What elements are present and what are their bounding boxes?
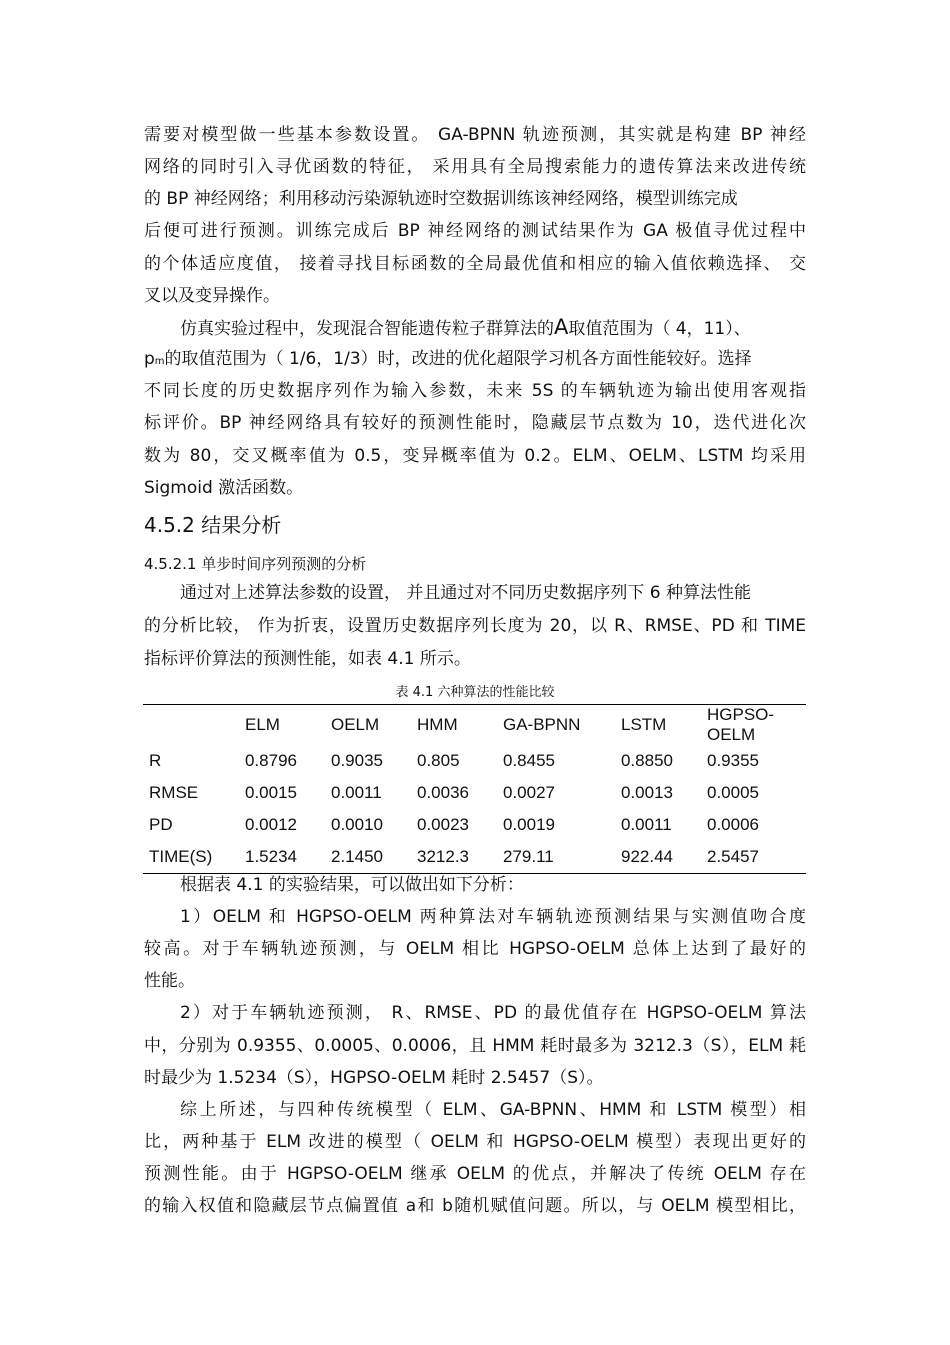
text-line: 根据表 4.1 的实验结果，可以做出如下分析： (180, 875, 524, 895)
text-line: 通过对上述算法参数的设置， 并且通过对不同历史数据序列下 6 种算法性能 (180, 583, 752, 603)
table-header-cell: OELM (331, 715, 380, 734)
text-line: 比，两种基于 ELM 改进的模型（ OELM 和 HGPSO-OELM 模型）表现出更好的 (144, 1132, 806, 1152)
symbol-a: A (554, 315, 569, 339)
table-row (143, 841, 806, 874)
table-header-cell: HMM (417, 715, 458, 734)
table-cell: 0.0023 (417, 815, 469, 834)
table-cell: TIME(S) (149, 847, 213, 866)
table-cell: 0.0005 (707, 783, 759, 802)
table-cell: 0.0012 (245, 815, 297, 834)
text-line: 不同长度的历史数据序列作为输入参数，未来 5S 的车辆轨迹为输出使用客观指 (144, 381, 806, 401)
table-caption: 表 4.1 六种算法的性能比较 (395, 685, 555, 700)
text-span: 取值范围为（ 4，11）、 (568, 319, 751, 339)
table-cell: PD (149, 815, 173, 834)
text-line: 的 BP 神经网络；利用移动污染源轨迹时空数据训练该神经网络，模型训练完成 (144, 189, 738, 209)
text-line: 后便可进行预测。训练完成后 BP 神经网络的测试结果作为 GA 极值寻优过程中 (144, 221, 806, 241)
text-span: 的取值范围为（ 1/6，1/3）时，改进的优化超限学习机各方面性能较好。选择 (164, 349, 752, 369)
text-line: 叉以及变异操作。 (144, 286, 280, 306)
table-cell: 279.11 (503, 847, 554, 866)
table-cell: 0.0019 (503, 815, 555, 834)
text-line: 1）OELM 和 HGPSO-OELM 两种算法对车辆轨迹预测结果与实测值吻合度 (180, 907, 806, 927)
text-line: 需要对模型做一些基本参数设置。 GA-BPNN 轨迹预测，其实就是构建 BP 神经 (144, 125, 806, 145)
text-line: 性能。 (144, 971, 195, 991)
table-header-cell: ELM (245, 715, 280, 734)
text-line (144, 348, 806, 373)
table-row (143, 777, 806, 809)
text-line: 指标评价算法的预测性能，如表 4.1 所示。 (144, 649, 471, 669)
text-line: 中，分别为 0.9355、0.0005、0.0006，且 HMM 耗时最多为 3212.3（S），ELM 耗 (144, 1036, 806, 1056)
table-cell: 0.9355 (707, 751, 759, 770)
table-cell: 0.8850 (621, 751, 673, 770)
table-cell: 0.8455 (503, 751, 555, 770)
results-table (143, 704, 806, 874)
table-header-cell: LSTM (621, 715, 667, 734)
text-line: 时最少为 1.5234（S），HGPSO-OELM 耗时 2.5457（S）。 (144, 1068, 604, 1088)
table-cell: 1.5234 (245, 847, 297, 866)
table-header-cell: GA-BPNN (503, 715, 581, 734)
table-header-cell: HGPSO-OELM (707, 705, 775, 744)
table-cell: 0.9035 (331, 751, 383, 770)
table-cell: 0.0011 (331, 783, 382, 802)
text-line: 数为 80，交叉概率值为 0.5，变异概率值为 0.2。ELM、OELM、LSTM 均采用 (144, 446, 806, 466)
text-line: 标评价。BP 神经网络具有较好的预测性能时，隐藏层节点数为 10，迭代进化次 (144, 413, 806, 433)
symbol-p: p (144, 349, 155, 369)
text-line: 2）对于车辆轨迹预测， R、RMSE、PD 的最优值存在 HGPSO-OELM 算法 (180, 1003, 806, 1023)
text-line: 的输入权值和隐藏层节点偏置值 a和 b随机赋值问题。所以，与 OELM 模型相比， (144, 1196, 806, 1216)
table-cell: R (149, 751, 162, 770)
table-cell: 922.44 (621, 847, 673, 866)
table-cell: 0.805 (417, 751, 460, 770)
table-header-cell (143, 705, 239, 746)
section-heading: 4.5.2 结果分析 (144, 513, 282, 537)
table-cell: 0.8796 (245, 751, 297, 770)
table-cell: 0.0013 (621, 783, 673, 802)
table-cell: 0.0006 (707, 815, 759, 834)
table-cell: 0.0036 (417, 783, 469, 802)
text-span: 仿真实验过程中，发现混合智能遗传粒子群算法的 (180, 319, 554, 339)
table-cell: 0.0027 (503, 783, 555, 802)
text-line: 较高。对于车辆轨迹预测，与 OELM 相比 HGPSO-OELM 总体上达到了最好的 (144, 939, 806, 959)
text-line: 的个体适应度值， 接着寻找目标函数的全局最优值和相应的输入值依赖选择、 交 (144, 254, 806, 274)
text-line (144, 316, 806, 340)
table-row (143, 809, 806, 841)
table-cell: 2.1450 (331, 847, 383, 866)
symbol-subscript: m (154, 356, 165, 367)
text-line: 网络的同时引入寻优函数的特征， 采用具有全局搜索能力的遗传算法来改进传统 (144, 157, 806, 177)
table-cell: 0.0011 (621, 815, 672, 834)
text-line: 综上所述，与四种传统模型（ ELM、GA-BPNN、HMM 和 LSTM 模型）相 (180, 1100, 806, 1120)
table-cell: 0.0015 (245, 783, 297, 802)
table-row (143, 745, 806, 777)
subsection-heading: 4.5.2.1 单步时间序列预测的分析 (144, 555, 367, 573)
text-line: 预测性能。由于 HGPSO-OELM 继承 OELM 的优点，并解决了传统 OELM 存在 (144, 1164, 806, 1184)
text-line: 的分析比较， 作为折衷，设置历史数据序列长度为 20，以 R、RMSE、PD 和 TIME (144, 616, 806, 636)
table-header-row (143, 705, 806, 746)
text-line: Sigmoid 激活函数。 (144, 478, 304, 498)
table-cell: 0.0010 (331, 815, 383, 834)
table-cell: 3212.3 (417, 847, 469, 866)
table-cell: RMSE (149, 783, 199, 802)
table-cell: 2.5457 (707, 847, 759, 866)
